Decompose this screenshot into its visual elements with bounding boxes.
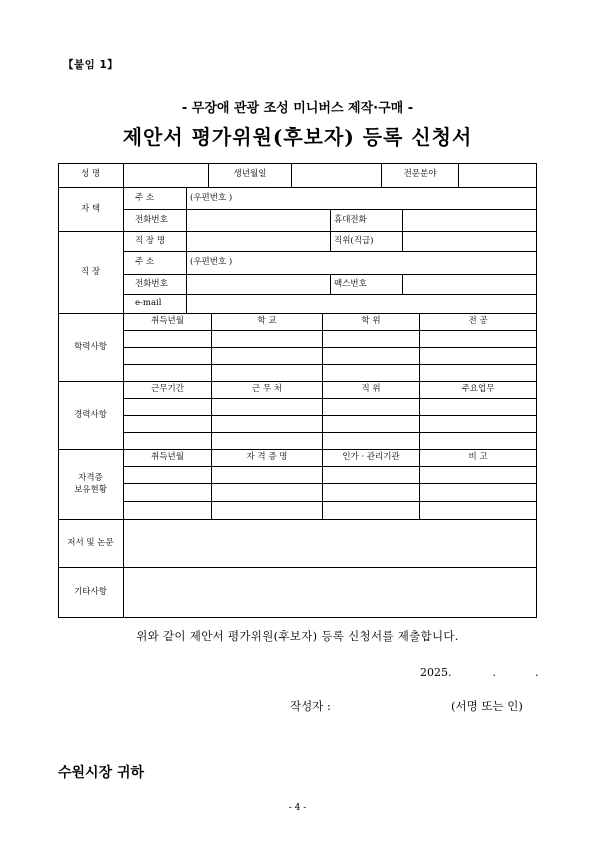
signature-label: (서명 또는 인): [451, 699, 523, 713]
document-title: 제안서 평가위원(후보자) 등록 신청서: [122, 125, 473, 149]
license-cell[interactable]: [124, 467, 212, 484]
home-phone-label: 전화번호: [124, 210, 187, 232]
license-label: 자격증 보유현황: [58, 450, 124, 520]
position-label: 직위(직급): [331, 232, 403, 252]
education-header-school: 학 교: [212, 314, 323, 331]
career-cell[interactable]: [212, 416, 323, 433]
home-phone-field[interactable]: [187, 210, 331, 232]
career-label: 경력사항: [58, 382, 124, 450]
career-cell[interactable]: [124, 433, 212, 450]
license-cell[interactable]: [420, 502, 537, 520]
license-cell[interactable]: [420, 467, 537, 484]
date-year: 2025.: [420, 666, 452, 679]
education-cell[interactable]: [420, 365, 537, 382]
fax-label: 팩스번호: [331, 275, 403, 295]
career-cell[interactable]: [420, 433, 537, 450]
license-header-authority: 인가 · 관리기관: [323, 450, 420, 467]
attachment-label: 【붙임 1】: [63, 59, 119, 71]
education-cell[interactable]: [323, 365, 420, 382]
education-cell[interactable]: [420, 331, 537, 348]
email-field[interactable]: [187, 295, 537, 314]
license-cell[interactable]: [323, 502, 420, 520]
home-address-field[interactable]: (우편번호 ): [187, 188, 537, 210]
license-header-date: 취득년월: [124, 450, 212, 467]
education-cell[interactable]: [212, 365, 323, 382]
page-number: - 4 -: [288, 803, 307, 813]
education-cell[interactable]: [124, 365, 212, 382]
document-subtitle: - 무장애 관광 조성 미니버스 제작·구매 -: [181, 101, 414, 116]
work-phone-label: 전화번호: [124, 275, 187, 295]
education-cell[interactable]: [124, 331, 212, 348]
career-cell[interactable]: [323, 433, 420, 450]
career-cell[interactable]: [323, 399, 420, 416]
license-cell[interactable]: [420, 484, 537, 502]
author-label: 작성자 :: [290, 699, 331, 713]
license-header-note: 비 고: [420, 450, 537, 467]
career-cell[interactable]: [124, 416, 212, 433]
name-label: 성 명: [58, 163, 124, 188]
position-field[interactable]: [403, 232, 537, 252]
career-header-workplace: 근 무 처: [212, 382, 323, 399]
workplace-field[interactable]: [187, 232, 331, 252]
education-label: 학력사항: [58, 314, 124, 382]
email-label: e-mail: [124, 295, 187, 314]
career-header-duty: 주요업무: [420, 382, 537, 399]
career-cell[interactable]: [212, 433, 323, 450]
home-address-label: 주 소: [124, 188, 187, 210]
date-line: [420, 666, 539, 679]
etc-field[interactable]: [124, 568, 537, 618]
education-header-date: 취득년월: [124, 314, 212, 331]
education-cell[interactable]: [212, 348, 323, 365]
fax-field[interactable]: [403, 275, 537, 295]
work-label: 직 장: [58, 232, 124, 314]
registration-form-table: [58, 163, 537, 618]
mobile-field[interactable]: [403, 210, 537, 232]
career-header-period: 근무기간: [124, 382, 212, 399]
submit-statement: 위와 같이 제안서 평가위원(후보자) 등록 신청서를 제출합니다.: [136, 629, 459, 643]
date-month: .: [492, 666, 496, 679]
education-cell[interactable]: [212, 331, 323, 348]
license-cell[interactable]: [323, 467, 420, 484]
papers-label: 저서 및 논문: [58, 520, 124, 568]
career-cell[interactable]: [124, 399, 212, 416]
education-header-degree: 학 위: [323, 314, 420, 331]
license-cell[interactable]: [124, 502, 212, 520]
license-cell[interactable]: [212, 484, 323, 502]
work-address-field[interactable]: (우편번호 ): [187, 252, 537, 275]
license-header-name: 자 격 증 명: [212, 450, 323, 467]
license-cell[interactable]: [212, 502, 323, 520]
education-header-major: 전 공: [420, 314, 537, 331]
field-field[interactable]: [459, 163, 537, 188]
education-cell[interactable]: [420, 348, 537, 365]
mobile-label: 휴대전화: [331, 210, 403, 232]
education-cell[interactable]: [323, 331, 420, 348]
career-cell[interactable]: [212, 399, 323, 416]
addressee: 수원시장 귀하: [58, 765, 145, 781]
work-phone-field[interactable]: [187, 275, 331, 295]
education-cell[interactable]: [124, 348, 212, 365]
career-cell[interactable]: [420, 416, 537, 433]
license-cell[interactable]: [323, 484, 420, 502]
license-cell[interactable]: [124, 484, 212, 502]
career-cell[interactable]: [323, 416, 420, 433]
career-header-position: 직 위: [323, 382, 420, 399]
etc-label: 기타사항: [58, 568, 124, 618]
birth-label: 생년월일: [209, 163, 292, 188]
career-cell[interactable]: [420, 399, 537, 416]
field-label: 전문분야: [382, 163, 459, 188]
name-field[interactable]: [124, 163, 209, 188]
home-label: 자 택: [58, 188, 124, 232]
date-day: .: [535, 666, 539, 679]
work-address-label: 주 소: [124, 252, 187, 275]
birth-field[interactable]: [292, 163, 382, 188]
workplace-label: 직 장 명: [124, 232, 187, 252]
education-cell[interactable]: [323, 348, 420, 365]
license-cell[interactable]: [212, 467, 323, 484]
papers-field[interactable]: [124, 520, 537, 568]
